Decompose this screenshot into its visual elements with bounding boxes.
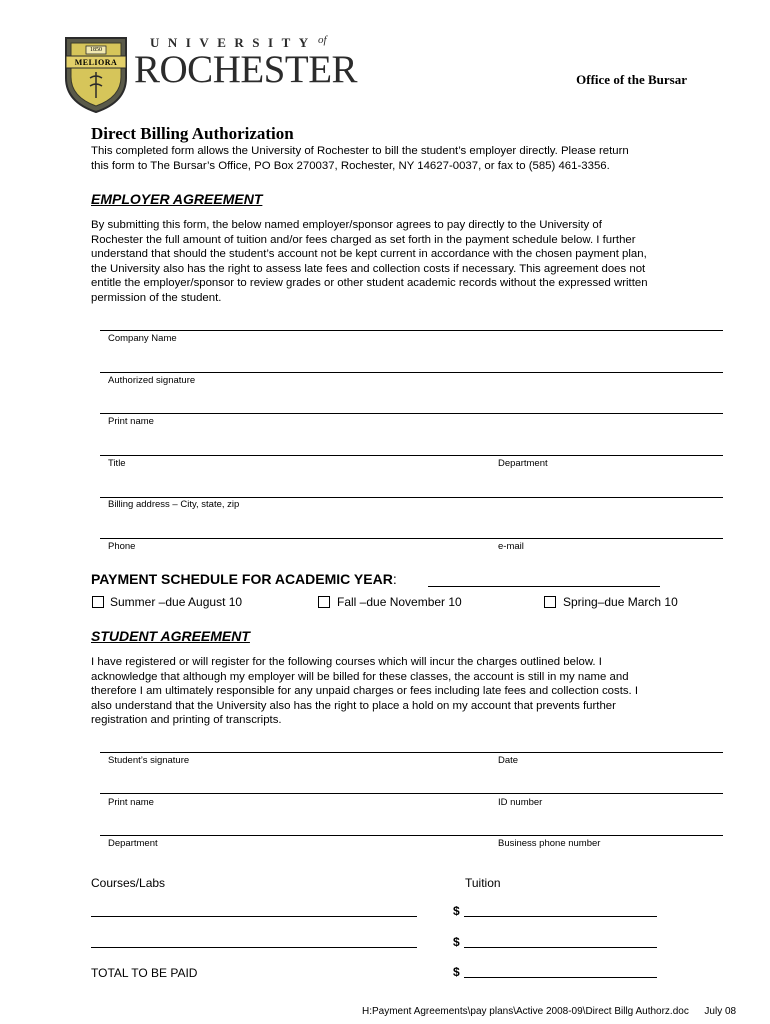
employer-department-label: Department xyxy=(498,458,548,469)
student-print-name-label: Print name xyxy=(108,797,154,808)
employer-agreement-text: By submitting this form, the below named employer/sponsor agrees to pay directly to the University of Rochester the full amount of tuition and/or fees charged as set forth in the payment schedule below. I further understand that should the student’s account not be kept current in accordance with the chosen payment plan, the University also has the right to assess late fees and collection costs if necessary. This agreement does not entitle the employer/sponsor to review grades or other student academic records without the expressed written permission of the student. xyxy=(91,219,648,304)
seal-motto: MELIORA xyxy=(74,58,118,67)
footer xyxy=(362,1006,736,1017)
footer-file-path: H:Payment Agreements\pay plans\Active 2008-09\Direct Billg Authorz.doc xyxy=(362,1006,689,1017)
tuition-dollar-2: $ xyxy=(453,935,460,949)
student-print-name-line[interactable] xyxy=(100,793,723,794)
courses-labs-label: Courses/Labs xyxy=(91,876,166,890)
total-to-be-paid-label: TOTAL TO BE PAID xyxy=(91,966,198,980)
id-number-label: ID number xyxy=(498,797,543,808)
payment-schedule-heading: PAYMENT SCHEDULE FOR ACADEMIC YEAR: xyxy=(91,571,397,587)
tuition-dollar-1: $ xyxy=(453,904,460,918)
tuition-line-2[interactable] xyxy=(464,947,657,948)
tuition-line-1[interactable] xyxy=(464,916,657,917)
company-name-line[interactable] xyxy=(100,330,723,331)
summer-option-label: Summer –due August 10 xyxy=(110,595,243,609)
university-seal xyxy=(62,34,130,114)
total-dollar: $ xyxy=(453,965,460,979)
student-signature-line[interactable] xyxy=(100,752,723,753)
logo-university-text: UNIVERSITY xyxy=(150,35,317,50)
employer-agreement-heading: EMPLOYER AGREEMENT xyxy=(91,191,263,207)
student-signature-label: Student’s signature xyxy=(108,755,190,766)
spring-checkbox[interactable] xyxy=(544,596,556,608)
phone-email-line[interactable] xyxy=(100,538,723,539)
title-department-line[interactable] xyxy=(100,455,723,456)
email-label: e-mail xyxy=(498,541,524,552)
student-agreement-heading: STUDENT AGREEMENT xyxy=(91,628,250,644)
office-of-the-bursar: Office of the Bursar xyxy=(576,72,687,87)
summer-checkbox[interactable] xyxy=(92,596,104,608)
employer-print-name-label: Print name xyxy=(108,416,154,427)
seal-year: 1850 xyxy=(90,47,102,53)
student-department-label: Department xyxy=(108,838,158,849)
course-line-2[interactable] xyxy=(91,947,417,948)
authorized-signature-line[interactable] xyxy=(100,372,723,373)
phone-label: Phone xyxy=(108,541,136,552)
total-line[interactable] xyxy=(464,977,657,978)
academic-year-line[interactable] xyxy=(428,586,660,587)
business-phone-label: Business phone number xyxy=(498,838,601,849)
company-name-label: Company Name xyxy=(108,333,177,344)
intro-paragraph: This completed form allows the University of Rochester to bill the student’s employer directly. Please return this form to The Bursar’s Office, PO Box 270037, Rochester, NY 14627-0037, or fax to (585) 461-3356. xyxy=(91,145,629,172)
fall-option-label: Fall –due November 10 xyxy=(337,595,462,609)
page-title: Direct Billing Authorization xyxy=(91,124,294,143)
date-label: Date xyxy=(498,755,519,766)
logo-rochester-text: ROCHESTER xyxy=(134,48,358,91)
billing-address-label: Billing address – City, state, zip xyxy=(108,499,240,510)
footer-date: July 08 xyxy=(704,1006,737,1017)
billing-address-line[interactable] xyxy=(100,497,723,498)
fall-checkbox[interactable] xyxy=(318,596,330,608)
authorized-signature-label: Authorized signature xyxy=(108,375,196,386)
student-agreement-text: I have registered or will register for the following courses which will incur the charges outlined below. I acknowledge that although my employer will be billed for these classes, the account is still in my name and therefore I am ultimately responsible for any unpaid charges or fees including late fees and collection costs. I also understand that the University also has the right to place a hold on my account that prevents further registration and printing of transcripts. xyxy=(91,656,639,726)
spring-option-label: Spring–due March 10 xyxy=(563,595,678,609)
logo-of-text: of xyxy=(318,34,327,46)
employer-print-name-line[interactable] xyxy=(100,413,723,414)
employer-title-label: Title xyxy=(108,458,126,469)
student-department-line[interactable] xyxy=(100,835,723,836)
tuition-label: Tuition xyxy=(465,876,501,890)
course-line-1[interactable] xyxy=(91,916,417,917)
